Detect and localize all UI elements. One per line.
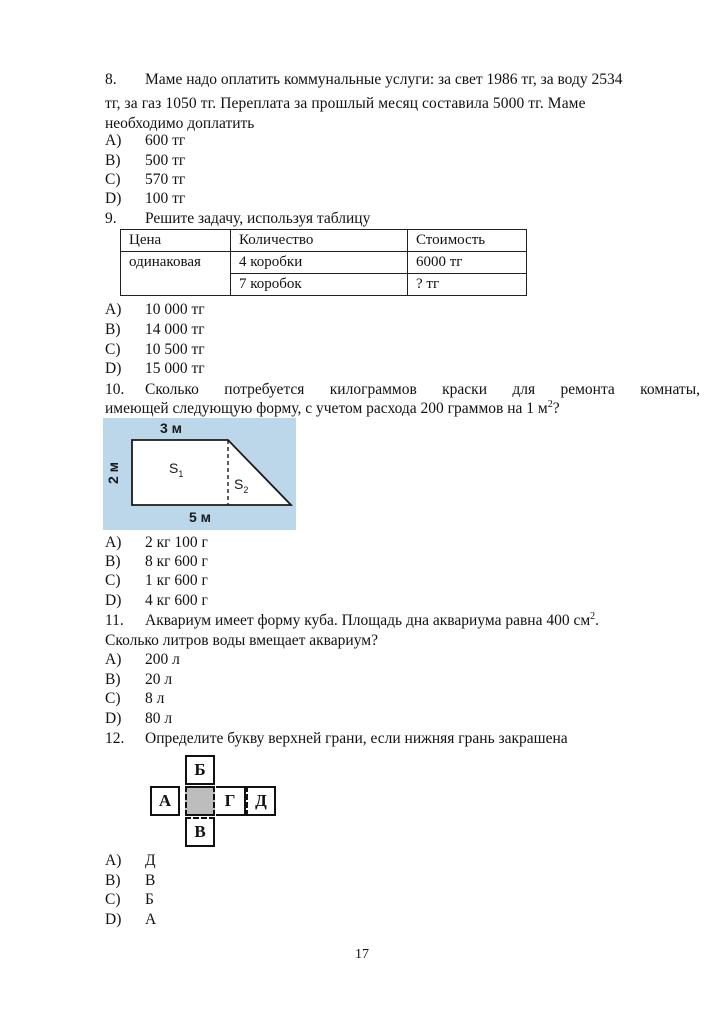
q10-line1 [105,381,700,399]
q9-option-c[interactable]: C) 10 500 тг [105,341,205,358]
table-cell-price: одинаковая [121,252,231,296]
s1-label: $S_1$ [169,460,184,479]
net-face-shaded [185,786,215,816]
cube-net [150,755,280,847]
table-header-cost: Стоимость [408,230,527,252]
left-side-label: 2 м [105,461,121,484]
net-face-right: Г [216,786,246,816]
table-cell-cost: ? тг [408,274,527,296]
q10-option-a[interactable]: A) 2 кг 100 г [105,534,208,551]
q8-line3: необходимо доплатить [105,115,255,132]
q8-line2: тг, за газ 1050 тг. Переплата за прошлый месяц составила 5000 тг. Маме [105,95,586,112]
q11-line2: Сколько литров воды вмещает аквариум? [105,632,378,649]
s2-label: $S_2$ [234,476,249,495]
q9-line [105,210,370,228]
table-header-row [121,230,527,252]
q9-number: 9. [105,210,117,227]
q8-text-1: Маме надо оплатить коммунальные услуги: за свет 1986 тг, за воду 2534 [145,71,623,88]
q12-line [105,730,568,748]
q12-text: Определите букву верхней грани, если нижняя грань закрашена [145,730,568,747]
q11-option-c[interactable]: C) 8 л [105,690,165,707]
table-header-qty: Количество [231,230,408,252]
net-face-far-right: Д [246,786,276,816]
q12-option-d[interactable]: D) А [105,911,157,928]
q8-option-d[interactable]: D) 100 тг [105,190,186,207]
q12-option-c[interactable]: C) Б [105,891,154,908]
q12-option-b[interactable]: B) В [105,872,156,889]
bottom-side-label: 5 м [189,509,212,525]
q8-line1 [105,71,622,89]
net-face-top: Б [185,755,215,785]
table-row [121,252,527,274]
table-cell-qty: 7 коробок [231,274,408,296]
q8-number: 8. [105,71,117,88]
table-cell-qty: 4 коробки [231,252,408,274]
q8-option-c[interactable]: C) 570 тг [105,171,186,188]
table-cell-cost: 6000 тг [408,252,527,274]
q12-option-a[interactable]: A) Д [105,852,156,869]
net-face-left: А [150,786,180,816]
q11-number: 11. [105,612,124,629]
q10-option-d[interactable]: D) 4 кг 600 г [105,592,208,609]
q10-number: 10. [105,381,125,398]
room-outline [132,440,291,505]
q9-option-a[interactable]: A) 10 000 тг [105,301,205,318]
top-side-label: 3 м [160,420,183,436]
q8-option-a[interactable]: A) 600 тг [105,132,186,149]
room-shape-diagram [103,418,296,530]
q10-line2: имеющей следующую форму, с учетом расхода 200 граммов на 1 $м^2$? [105,398,560,417]
q11-option-a[interactable]: A) 200 л [105,651,180,668]
q10-option-b[interactable]: B) 8 кг 600 г [105,553,208,570]
q9-table [120,229,527,296]
q11-option-b[interactable]: B) 20 л [105,671,173,688]
q11-option-d[interactable]: D) 80 л [105,710,173,727]
q9-text: Решите задачу, используя таблицу [145,210,371,227]
q8-option-b[interactable]: B) 500 тг [105,152,186,169]
q10-text-1: Сколько потребуется килограммов краски для ремонта комнаты, [145,381,700,398]
net-face-bottom: В [185,817,215,847]
q9-option-b[interactable]: B) 14 000 тг [105,321,205,338]
table-header-price: Цена [121,230,231,252]
q12-number: 12. [105,730,125,747]
page-number: 17 [355,947,369,962]
q11-line1: 11. Аквариум имеет форму куба. Площадь дна аквариума равна 400 $см^2$. [105,610,600,629]
q9-option-d[interactable]: D) 15 000 тг [105,360,205,377]
q10-option-c[interactable]: C) 1 кг 600 г [105,572,208,589]
